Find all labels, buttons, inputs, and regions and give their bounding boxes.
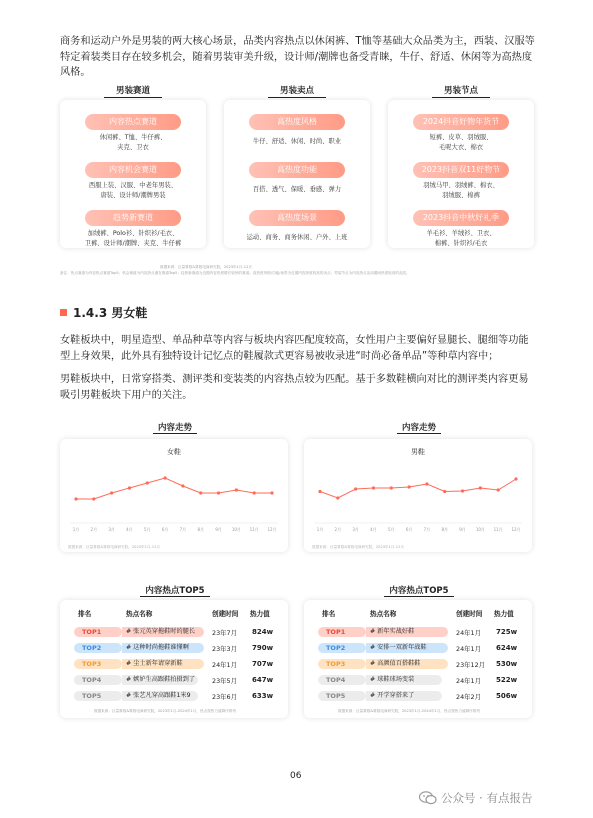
created-date: 23年6月 — [212, 692, 237, 701]
rank-badge: TOP1 — [318, 627, 366, 637]
column-card — [388, 100, 534, 248]
table-row — [74, 674, 279, 686]
hotspot-name: # 安排一双新年战鞋 — [366, 643, 448, 653]
data-point — [163, 476, 166, 479]
x-tick-label: 8月 — [441, 527, 449, 532]
section-heading — [60, 304, 147, 321]
data-point — [443, 490, 446, 493]
rank-badge: TOP3 — [74, 659, 122, 669]
pill-mid-autumn: 2023抖音中秋好礼季 — [413, 210, 509, 226]
created-date: 23年5月 — [212, 676, 237, 685]
chart-source: 数据来源：巨量算数&算数电商研究院，2023年1月-12月 — [68, 545, 160, 549]
created-date: 23年12月 — [456, 660, 486, 669]
column-title: 男装节点 — [426, 84, 496, 98]
intro-paragraph: 商务和运动户外是男装的两大核心场景，品类内容热点以休闲裤、T恤等基础大众品类为主，西装、汉服等特定着装类目存在较多机会，随着男装审美升级，设计师/潮牌也备受青睐，牛仔、舒适、休闲等为高热度风格。 — [60, 36, 535, 78]
created-date: 24年1月 — [456, 676, 481, 685]
table-row — [74, 626, 279, 638]
heat-value: 506w — [496, 692, 518, 700]
rank-badge: TOP5 — [318, 691, 366, 701]
heat-value: 707w — [252, 660, 274, 668]
pill-hot-track: 内容热点赛道 — [85, 114, 181, 130]
pill-trend-track: 趋势新赛道 — [85, 210, 181, 226]
top5-tab-women: 内容热点TOP5 — [142, 584, 208, 596]
data-point — [110, 491, 113, 494]
table-header-date: 创建时间 — [456, 610, 483, 618]
column-card — [224, 100, 370, 248]
x-tick-label: 8月 — [197, 527, 205, 532]
x-tick-label: 4月 — [126, 527, 133, 532]
line-chart-women — [60, 439, 288, 552]
rank-badge: TOP4 — [74, 675, 122, 685]
created-date: 24年1月 — [456, 644, 481, 653]
pill-double-11: 2023抖音双11好物节 — [413, 162, 509, 178]
hotspot-name: # 尘土新年请穿新鞋 — [122, 659, 204, 669]
heat-value: 790w — [252, 644, 274, 652]
chart-source: 数据来源：巨量算数&算数电商研究院，2023年1月-12月 — [312, 545, 404, 549]
data-point — [92, 497, 95, 500]
data-point — [336, 496, 339, 499]
x-tick-label: 10月 — [231, 527, 241, 532]
x-tick-label: 9月 — [459, 527, 466, 532]
data-point — [390, 486, 393, 489]
footnote: 备注：热点赛道为内容热点赛道Top5；机会赛道为内容热点潜在赛道Top5；趋势新赛道为近期内容热度增长较快的赛道。高热度风格/功能/场景为近期内容热度较高的卖点；男装节点为内容热点活动期间热度较高的品类。 — [60, 271, 410, 275]
table-source: 数据来源：巨量算数&算数电商研究院，2023年1月-2024年1月，热点按热力值降序排列 — [94, 709, 236, 713]
x-tick-label: 10月 — [475, 527, 485, 532]
x-tick-label: 11月 — [249, 527, 259, 532]
hotspot-name: # 高颜值百搭鞋鞋 — [366, 659, 448, 669]
heat-value: 530w — [496, 660, 518, 668]
x-tick-label: 12月 — [511, 527, 521, 532]
heat-value: 647w — [252, 676, 274, 684]
data-point — [479, 486, 482, 489]
table-row — [74, 690, 279, 702]
x-tick-label: 11月 — [493, 527, 503, 532]
data-point — [253, 491, 256, 494]
top5-card-women — [60, 600, 288, 718]
pill-items: 休闲裤、T恤、牛仔裤、 夹克、卫衣 — [99, 134, 167, 151]
x-tick-label: 1月 — [72, 527, 80, 532]
x-tick-label: 1月 — [316, 527, 324, 532]
top5-table-women — [74, 608, 279, 713]
rank-badge: TOP4 — [318, 675, 366, 685]
top5-tab-men: 内容热点TOP5 — [386, 584, 452, 596]
line-chart-men — [304, 439, 532, 552]
data-point — [318, 490, 321, 493]
chart-title: 女鞋 — [167, 448, 181, 456]
x-tick-label: 2月 — [90, 527, 98, 532]
table-header-date: 创建时间 — [212, 610, 239, 618]
created-date: 23年7月 — [212, 628, 237, 637]
data-point — [461, 489, 464, 492]
hotspot-name: # 张艺凡穿高跟鞋1米9 — [122, 691, 198, 701]
created-date: 23年3月 — [212, 644, 237, 653]
pill-opportunity-track: 内容机会赛道 — [85, 162, 181, 178]
heat-value: 824w — [252, 628, 274, 636]
table-row — [318, 642, 523, 654]
created-date: 24年1月 — [456, 628, 481, 637]
table-header-rank: 排名 — [78, 610, 92, 618]
rank-badge: TOP1 — [74, 627, 122, 637]
pill-function: 高热度功能 — [249, 162, 345, 178]
series-line — [76, 478, 272, 499]
heat-value: 725w — [496, 628, 518, 636]
source-note: 数据来源：巨量算数&算数电商研究院，2023年1月-12月 — [160, 265, 252, 269]
watermark-text: 公众号 · 有点报告 — [441, 791, 533, 805]
x-tick-label: 12月 — [267, 527, 277, 532]
table-row — [74, 658, 279, 670]
hotspot-name: # 张元英穿拖鞋时的腿长 — [122, 627, 204, 637]
watermark — [419, 790, 532, 806]
top5-table-men — [318, 608, 523, 713]
table-row — [74, 642, 279, 654]
rank-badge: TOP5 — [74, 691, 122, 701]
x-tick-label: 5月 — [387, 527, 395, 532]
data-point — [372, 486, 375, 489]
created-date: 24年2月 — [456, 692, 481, 701]
pill-items: 羊毛衫、羊绒衫、卫衣、 棉裤、针织衫/毛衣 — [426, 230, 496, 247]
x-tick-label: 6月 — [405, 527, 413, 532]
data-point — [270, 491, 273, 494]
x-tick-label: 5月 — [143, 527, 151, 532]
trend-card-men — [304, 439, 532, 552]
column-card — [60, 100, 206, 248]
data-point — [354, 487, 357, 490]
table-header-rank: 排名 — [322, 610, 336, 618]
wechat-icon — [419, 791, 437, 805]
pill-items: 短裤、皮草、羽绒服、 毛呢大衣、棉衣 — [429, 134, 493, 151]
x-tick-label: 7月 — [423, 527, 431, 532]
rank-badge: TOP2 — [318, 643, 366, 653]
data-point — [128, 486, 131, 489]
table-row — [318, 674, 523, 686]
trend-tab-women: 内容走势 — [155, 421, 195, 433]
x-tick-label: 3月 — [108, 527, 115, 532]
hotspot-name: # 新年实战好鞋 — [366, 627, 448, 637]
data-point — [199, 491, 202, 494]
hotspot-name: # 嫉妒生高跟鞋拍摄到了 — [122, 675, 198, 685]
data-point — [217, 491, 220, 494]
paragraph-women-shoes: 女鞋板块中，明星造型、单品种草等内容与板块内容匹配度较高，女性用户主要偏好显腿长、腿细等功能型上身效果，此外具有独特设计记忆点的鞋履款式更容易被收录进“时尚必备单品”等种草内容中； — [60, 335, 529, 362]
paragraph-men-shoes: 男鞋板块中，日常穿搭类、测评类和变装类的内容热点较为匹配。基于多数鞋横向对比的测评类内容更易吸引男鞋板块下用户的关注。 — [60, 374, 529, 401]
pill-items: 羽绒马甲、羽绒裤、棉衣、 羽绒服、棉裤 — [423, 182, 499, 199]
column-title: 男装赛道 — [98, 84, 168, 98]
heat-value: 633w — [252, 692, 274, 700]
heat-value: 624w — [496, 644, 518, 652]
pill-items: 西服上装、汉服、中老年男装、 唐装、设计师/潮牌男装 — [88, 182, 178, 199]
x-tick-label: 3月 — [352, 527, 359, 532]
page-number: 06 — [290, 771, 302, 781]
table-header-name: 热点名称 — [126, 610, 153, 618]
created-date: 24年1月 — [212, 660, 237, 669]
heat-value: 522w — [496, 676, 518, 684]
data-point — [74, 497, 77, 500]
data-point — [146, 481, 149, 484]
pill-items: 牛仔、舒适、休闲、时尚、职业 — [252, 138, 342, 145]
x-tick-label: 9月 — [215, 527, 222, 532]
pill-items: 百搭、透气、保暖、垂感、弹力 — [252, 186, 342, 193]
x-tick-label: 2月 — [334, 527, 342, 532]
pill-items: 运动、商务、商务休闲、户外、上班 — [246, 234, 348, 241]
pill-items: 加绒裤、Polo衫、针织衫/毛衣、 卫裤、设计师/潮牌、夹克、牛仔裤 — [84, 230, 182, 247]
top5-card-men — [304, 600, 532, 718]
table-header-name: 热点名称 — [370, 610, 397, 618]
section-title: 1.4.3 男女鞋 — [73, 306, 148, 320]
series-line — [320, 479, 516, 498]
pill-scene: 高热度场景 — [249, 210, 345, 226]
hotspot-name: # 开学穿搭来了 — [366, 691, 442, 701]
column-title: 男装卖点 — [262, 84, 332, 98]
trend-tab-men: 内容走势 — [399, 421, 439, 433]
table-header-hot: 热力值 — [250, 610, 270, 618]
data-point — [514, 477, 517, 480]
rank-badge: TOP3 — [318, 659, 366, 669]
data-point — [497, 488, 500, 491]
hotspot-name: # 这种时尚拖鞋谁懂啊 — [122, 643, 204, 653]
table-source: 数据来源：巨量算数&算数电商研究院，2023年1月-2024年1月，热点按热力值降序排列 — [338, 709, 480, 713]
table-row — [318, 690, 523, 702]
data-point — [181, 484, 184, 487]
chart-title: 男鞋 — [411, 448, 425, 456]
rank-badge: TOP2 — [74, 643, 122, 653]
table-row — [318, 626, 523, 638]
table-row — [318, 658, 523, 670]
x-tick-label: 6月 — [161, 527, 169, 532]
data-point — [425, 482, 428, 485]
section-marker-icon — [60, 309, 67, 316]
hotspot-name: # 球鞋球场变装 — [366, 675, 442, 685]
x-tick-label: 4月 — [370, 527, 377, 532]
pill-style: 高热度风格 — [249, 114, 345, 130]
data-point — [407, 485, 410, 488]
pill-new-year-festival: 2024抖音好物年货节 — [413, 114, 509, 130]
x-tick-label: 7月 — [179, 527, 187, 532]
data-point — [235, 488, 238, 491]
table-header-hot: 热力值 — [494, 610, 514, 618]
trend-card-women — [60, 439, 288, 552]
